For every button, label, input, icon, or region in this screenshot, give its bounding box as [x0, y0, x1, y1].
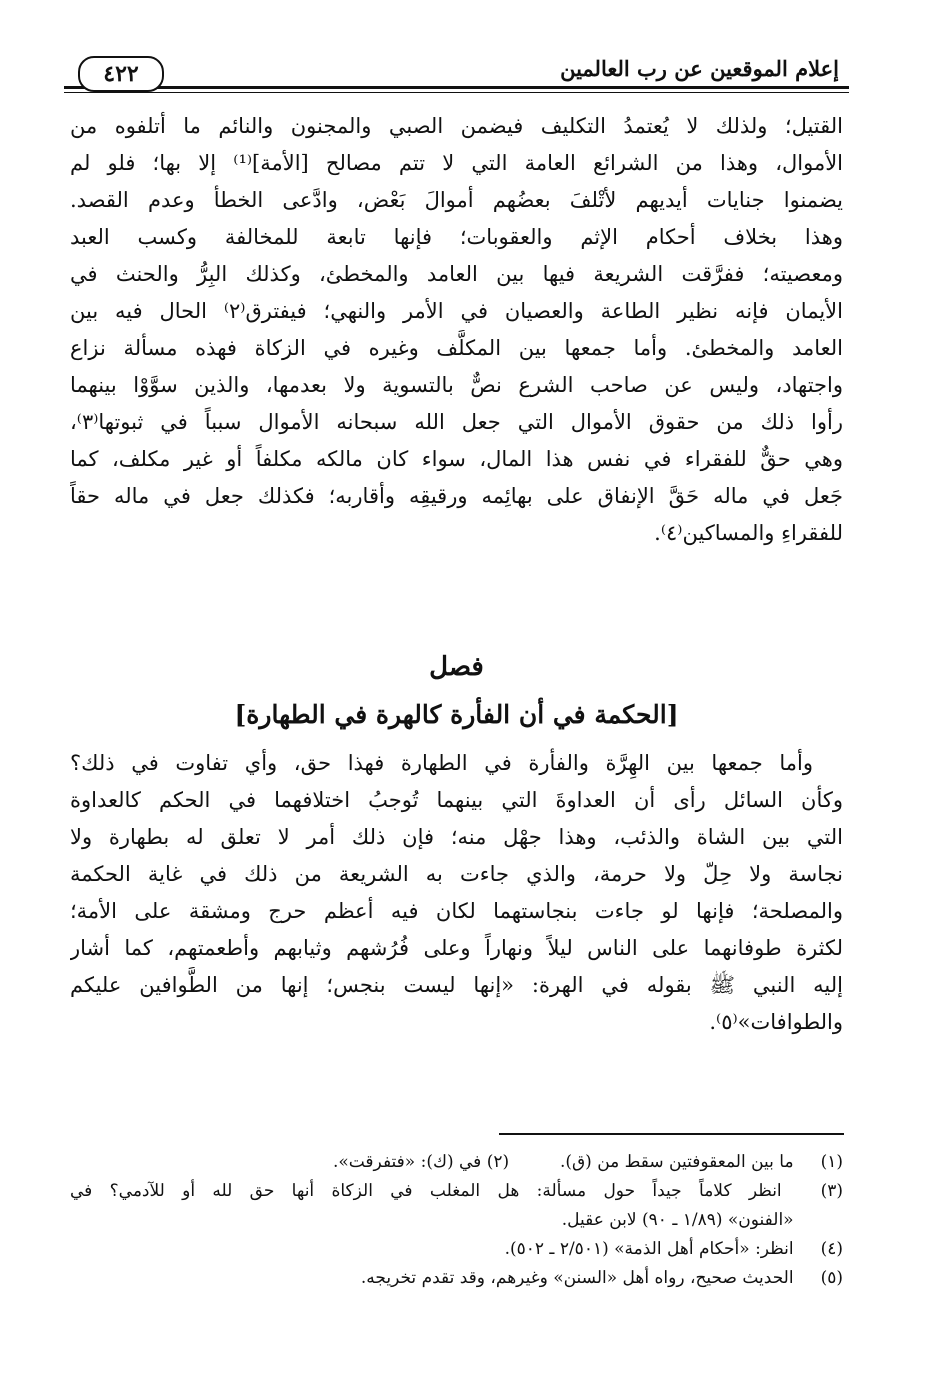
footnote-text: في (ك): «فتفرقت».: [332, 1152, 482, 1172]
section-heading: فصل: [429, 652, 484, 682]
text-line: يضمنوا جنايات أيديهم لأتْلفَ بعضُهم أموالَ بَعْض، وادَّعى الخطأ وعدم القصد.: [70, 188, 843, 212]
footnote-separator: [499, 1133, 844, 1135]
header-rule-thick: [64, 86, 849, 89]
text-line: لكثرة طوفانهما على الناس ليلاً ونهاراً وعلى فُرُشهم وثيابهم وأطعمتهم، كما أشار: [70, 936, 843, 960]
section-subheading: [الحكمة في أن الفأرة كالهرة في الطهارة]: [234, 700, 679, 729]
footnote-number: (١): [820, 1152, 843, 1172]
text-line: القتيل؛ ولذلك لا يُعتمدُ التكليف فيضمن الصبي والمجنون والنائم ما أتلفوه من: [70, 114, 843, 138]
footnotes: [70, 1148, 843, 1293]
footnote-3: [70, 1177, 843, 1206]
header-rule-thin: [64, 92, 849, 93]
text-line: العامد والمخطئ. وأما جمعها بين المكلَّف وغيره في الزكاة فهذه مسألة نزاع: [70, 336, 843, 360]
text-line: ومعصيته؛ ففرَّقت الشريعة فيها بين العامد والمخطئ، وكذلك البِرُّ والحنث في: [70, 262, 843, 286]
footnote-1-2: [70, 1148, 843, 1177]
text-line: وهذا بخلاف أحكام الإثم والعقوبات؛ فإنها تابعة للمخالفة وكسب العبد: [70, 225, 843, 249]
footnote-text: الحديث صحيح، رواه أهل «السنن» وغيرهم، وقد تقدم تخريجه.: [360, 1268, 794, 1288]
text-line: وهي حقٌّ للفقراء في نفس هذا المال، سواء كان مالكه مكلفاً أو غير مكلف، كما: [70, 447, 843, 471]
text-line: التي بين الشاة والذئب، وهذا جهْل منه؛ فإن ذلك أمر لا تعلق له بطهارة ولا: [70, 825, 843, 849]
footnote-text: انظر: «أحكام أهل الذمة» (٢/٥٠١ ـ ٥٠٢).: [504, 1239, 794, 1259]
footnote-number: (٤): [820, 1239, 843, 1259]
footnote-number: (٢): [486, 1152, 510, 1172]
body-text-top: [70, 108, 843, 552]
footnote-text: ما بين المعقوفتين سقط من (ق).: [559, 1152, 794, 1172]
footnote-text: انظر كلاماً جيداً حول مسألة: هل المغلب في الزكاة أنها حق لله أو للآدمي؟ في: [70, 1181, 782, 1201]
text-line: الأموال، وهذا من الشرائع العامة التي لا تتم مصالح [الأمة]⁽¹⁾ إلا بها؛ فلو لم: [70, 151, 843, 175]
text-line: نجاسة ولا حِلّ ولا حرمة، والذي جاءت به الشريعة من ذلك في غاية الحكمة: [70, 862, 843, 886]
body-text-bottom: [70, 745, 843, 1041]
text-line: إليه النبي ﷺ بقوله في الهرة: «إنها ليست بنجس؛ إنها من الطَّوافين عليكم: [70, 973, 843, 997]
page-number: ٤٢٢: [78, 56, 164, 92]
text-line: والطوافات»⁽٥⁾.: [709, 1010, 843, 1034]
text-line: وكأن السائل رأى أن العداوةَ التي بينهما تُوجبُ اختلافهما في الحكم كالعداوة: [70, 788, 843, 812]
text-line: وأما جمعها بين الهِرَّة والفأرة في الطهارة فهذا حق، وأي تفاوت في ذلك؟: [70, 751, 813, 775]
text-line: والمصلحة؛ فإنها لو جاءت بنجاستهما لكان فيه أعظم حرج ومشقة على الأمة؛: [70, 899, 843, 923]
book-title: إعلام الموقعين عن رب العالمين: [560, 56, 839, 81]
footnote-number: (٣): [820, 1181, 843, 1201]
footnote-number: (٥): [820, 1268, 843, 1288]
text-line: واجتهاد، وليس عن صاحب الشرع نصٌّ بالتسوية ولا بعدمها، والذين سوَّوْا بينهما: [70, 373, 843, 397]
text-line: جَعل في ماله حَقَّ الإنفاق على بهائِمه ورقيقِه وأقاربه؛ فكذلك جعل في ماله حقاً: [70, 484, 843, 508]
text-line: رأوا ذلك من حقوق الأموال التي جعل الله سبحانه الأموال سبباً في ثبوتها⁽٣⁾،: [70, 410, 843, 434]
footnote-4: [70, 1235, 843, 1264]
text-line: الأيمان فإنه نظير الطاعة والعصيان في الأمر والنهي؛ فيفترق⁽٢⁾ الحال فيه بين: [70, 299, 843, 323]
footnote-3-continued: [70, 1206, 843, 1235]
footnote-text: «الفنون» (١/٨٩ ـ ٩٠) لابن عقيل.: [561, 1210, 794, 1230]
page-header: [64, 40, 849, 96]
text-line: للفقراءِ والمساكين⁽٤⁾.: [654, 521, 843, 545]
footnote-5: [70, 1264, 843, 1293]
